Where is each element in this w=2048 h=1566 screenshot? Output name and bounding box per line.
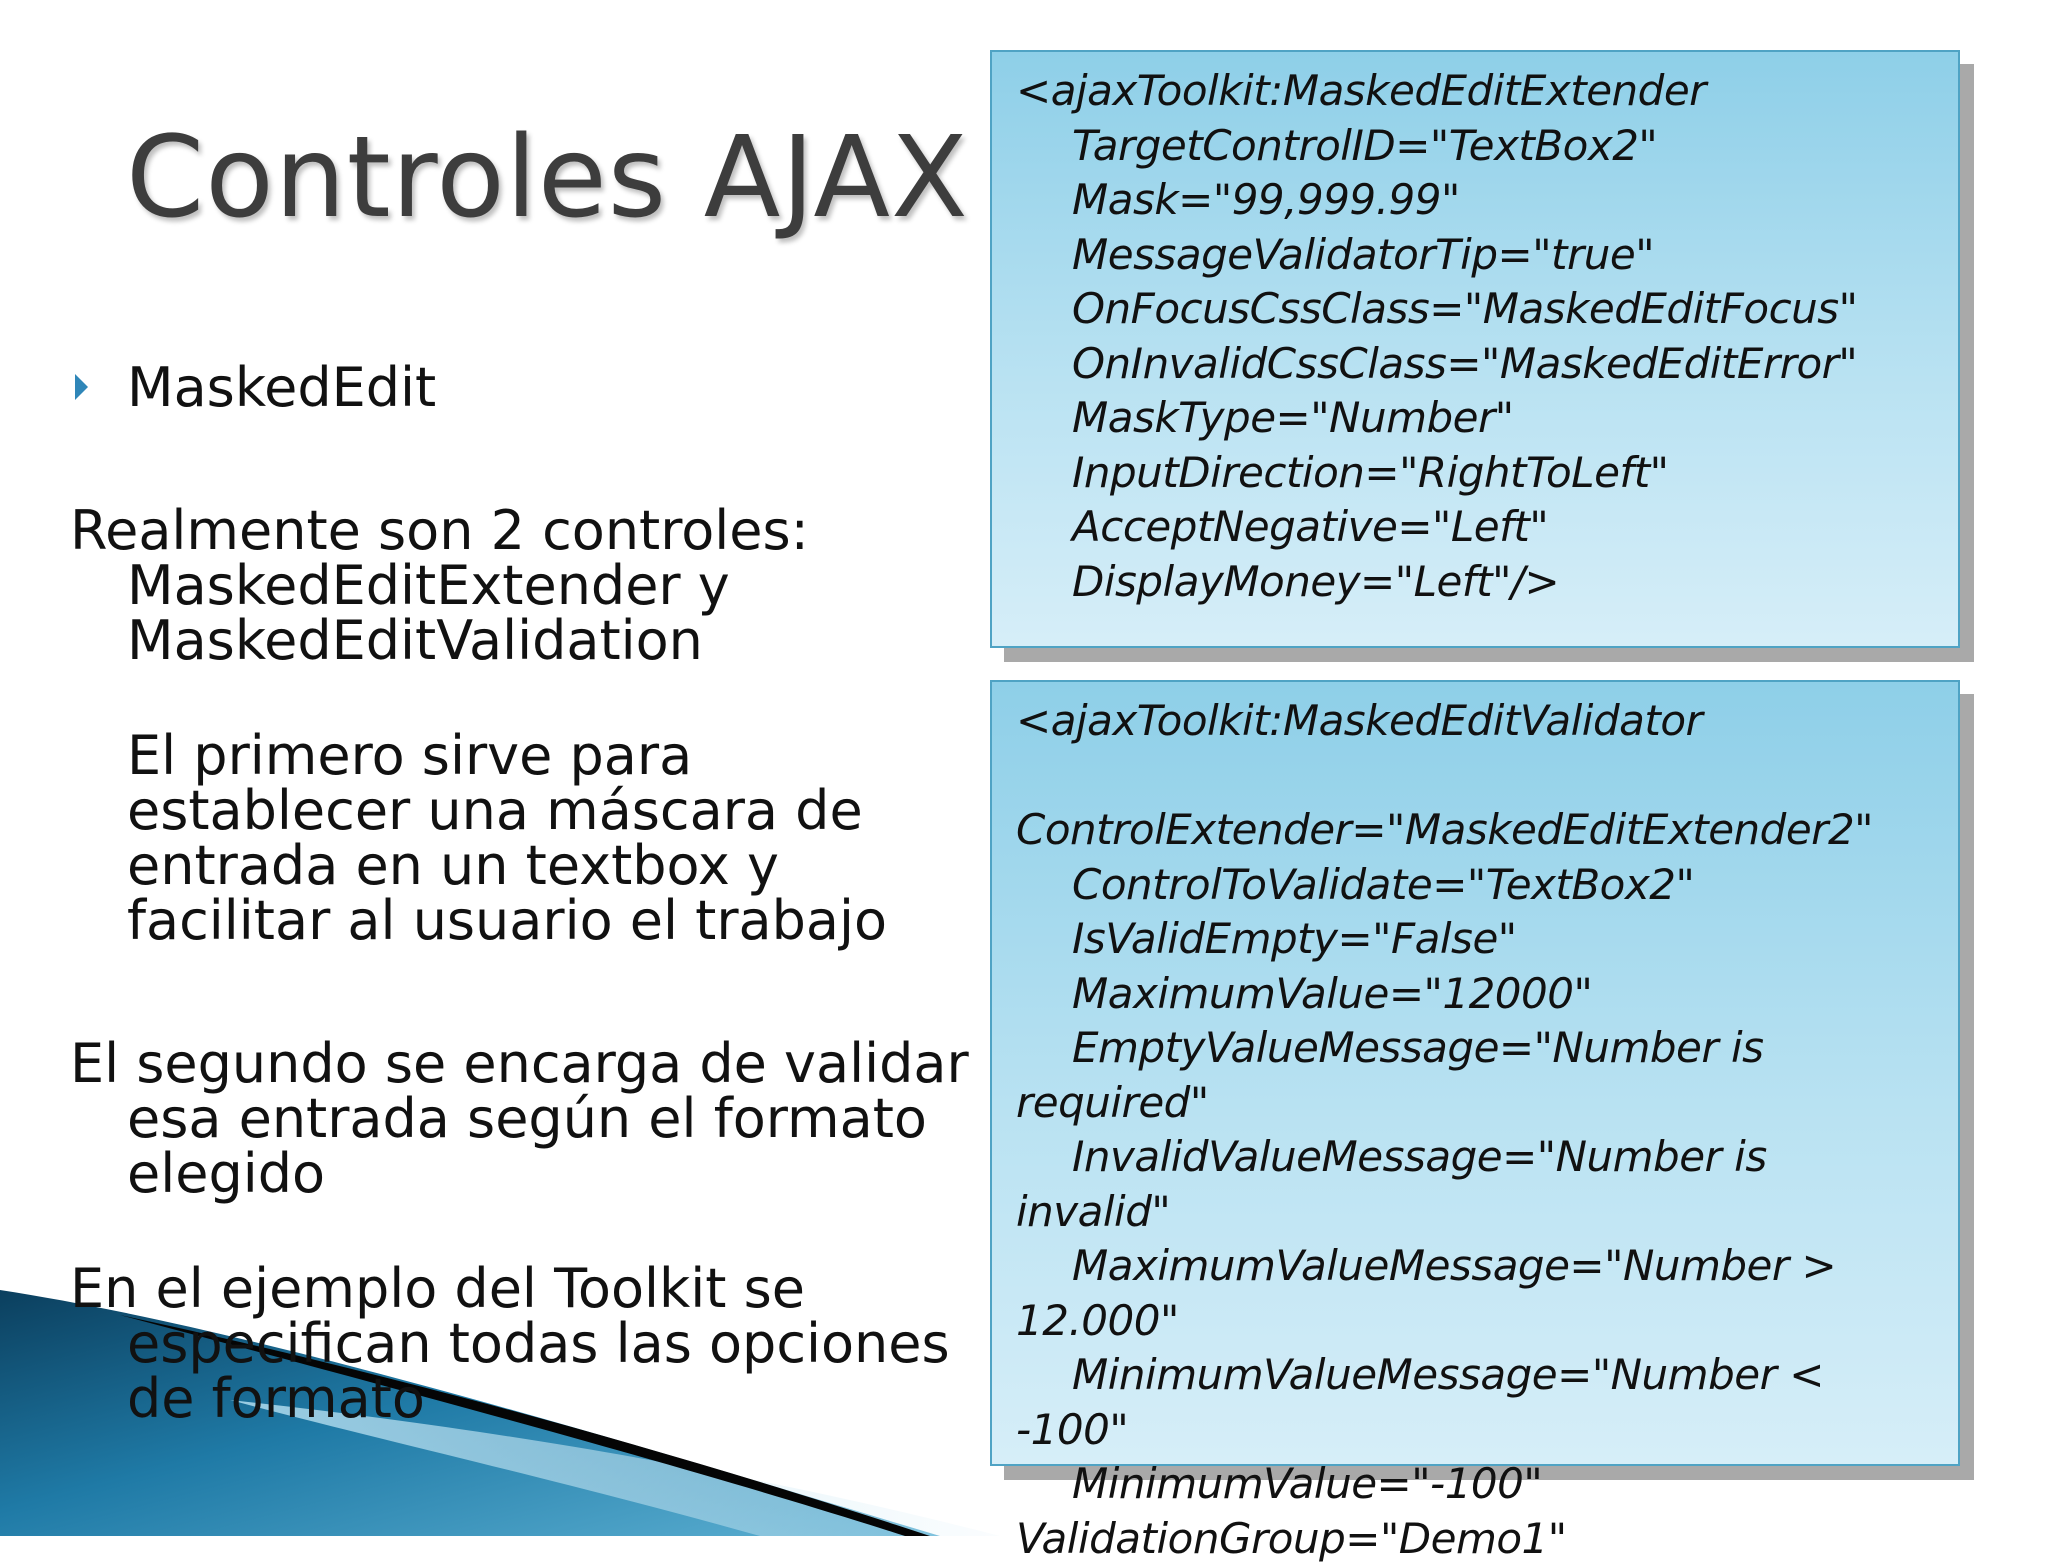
code-line: required" [1016,1076,1940,1131]
code-line: MessageValidatorTip="true" [1016,228,1940,283]
code-line: Mask="99,999.99" [1016,173,1940,228]
code-line: OnFocusCssClass="MaskedEditFocus" [1016,282,1940,337]
paragraph-toolkit-example: En el ejemplo del Toolkit se especifican todas las opciones de formato [70,1261,970,1426]
paragraph-two-controls: Realmente son 2 controles: MaskedEditExtender y MaskedEditValidation [70,503,970,668]
code-line: <ajaxToolkit:MaskedEditValidator [1016,694,1940,749]
code-line-blank [1016,749,1940,804]
code-box-masked-edit-extender [990,50,1960,648]
code-line: IsValidEmpty="False" [1016,912,1940,967]
paragraph-first-control: El primero sirve para establecer una máscara de entrada en un textbox y facilitar al usuario el trabajo [70,728,970,948]
code-line: 12.000" [1016,1294,1940,1349]
code-line: MinimumValue="-100" [1016,1457,1940,1512]
code-line: MinimumValueMessage="Number < [1016,1348,1940,1403]
paragraph-second-control: El segundo se encarga de validar esa entrada según el formato elegido [70,1036,970,1201]
code-line: TargetControlID="TextBox2" [1016,119,1940,174]
code-line: invalid" [1016,1185,1940,1240]
bullet-text: MaskedEdit [127,356,436,419]
code-line: AcceptNegative="Left" [1016,500,1940,555]
code-line: InputDirection="RightToLeft" [1016,446,1940,501]
code-line: DisplayMoney="Left"/> [1016,555,1940,610]
slide-body [70,360,970,1426]
code-line: -100" [1016,1403,1940,1458]
code-line: MaskType="Number" [1016,391,1940,446]
slide-title: Controles AJAX [126,118,969,238]
code-line: OnInvalidCssClass="MaskedEditError" [1016,337,1940,392]
code-line: MaximumValueMessage="Number > [1016,1239,1940,1294]
code-box-masked-edit-validator [990,680,1960,1466]
code-line: ValidationGroup="Demo1" [1016,1512,1940,1566]
code-line: MaximumValue="12000" [1016,967,1940,1022]
code-line: InvalidValueMessage="Number is [1016,1130,1940,1185]
bullet-item [70,360,970,415]
code-line: ControlToValidate="TextBox2" [1016,858,1940,913]
code-line: EmptyValueMessage="Number is [1016,1021,1940,1076]
code-line: <ajaxToolkit:MaskedEditExtender [1016,64,1940,119]
code-line: ControlExtender="MaskedEditExtender2" [1016,803,1940,858]
bullet-arrow-icon [75,374,88,400]
